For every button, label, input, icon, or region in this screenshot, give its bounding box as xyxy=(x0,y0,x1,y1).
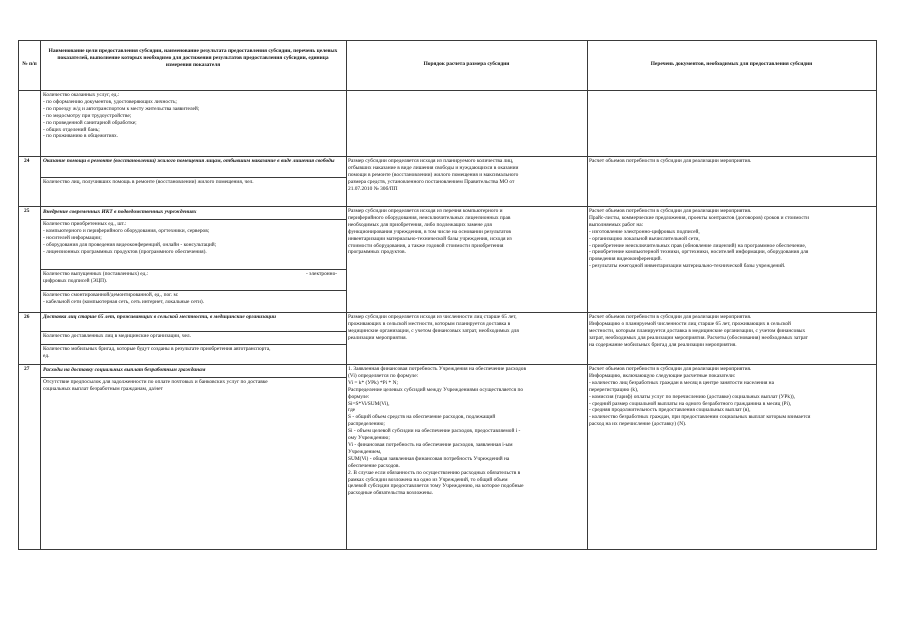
row-indicator-25b: Количество выпущенных (поставленных) ед.: xyxy=(43,271,149,277)
table-border-bottom xyxy=(18,549,877,550)
docs-line: - организацию локальной вычислительной сети, xyxy=(589,235,700,242)
indicator-line: Отсутствие предпосылок для задолженности по оплате почтовых и банковских услуг по доставке xyxy=(43,379,268,385)
calc-line: Распределение целевых субсидий между Учреждениями осуществляется по xyxy=(348,386,524,393)
row-number-26: 26 xyxy=(24,314,30,320)
calc-line: целевой субсидии предоставляется тому Учреждению, на которое подобные xyxy=(348,483,524,490)
table-border-right xyxy=(876,40,877,550)
table-border-top xyxy=(18,40,877,41)
row-docs-24 xyxy=(589,158,751,165)
docs-line: затрат, необходимых для реализации мероприятия. Расчеты (обоснования) необходимых затрат xyxy=(589,334,808,341)
indicator-line: социальных выплат безработным гражданам, да/нет xyxy=(43,385,163,392)
docs-line: - комиссия (тариф) оплаты услуг по перечислению (доставке) социальных выплат (УРk)), xyxy=(589,393,796,400)
indicator-line: - компьютерного и периферийного оборудования, оргтехники, серверов; xyxy=(43,227,210,234)
row-indicator-26b xyxy=(43,346,270,360)
row-docs-27 xyxy=(589,366,810,428)
header-goal: Наименование цели предоставления субсидии, наименование результата предоставления субсидии, перечень целевых показателей, выполнение которых необходимо для достижения результатов предоставления субсидии, единица измерения показателя xyxy=(48,48,338,68)
indicator-line: ед. xyxy=(43,352,50,359)
table-border-left xyxy=(18,40,19,550)
continuation-line: - по проживанию в общежитиях. xyxy=(43,133,119,140)
calc-line: расходные обязательства возложены. xyxy=(348,490,433,497)
calc-line: Si=S*Vi/SUM(Vi), xyxy=(348,400,390,407)
subrow-line-25c xyxy=(40,290,346,291)
row-title-26: Доставка лиц старше 65 лет, проживающих в сельской местности, в медицинские организации xyxy=(43,314,276,320)
docs-line: Расчет объемов потребности в субсидии для реализации мероприятия. xyxy=(589,366,752,372)
calc-line: отбывших наказание в виде лишения свободы и нуждающихся в оказании xyxy=(348,164,519,171)
indicator-line: Количество мобильных бригад, которые будут созданы в результате приобретения автотранспорта, xyxy=(43,346,271,352)
docs-line: - приобретение компьютерной техники, оргтехники, носителей информации, оборудования для xyxy=(589,249,809,256)
docs-line: Информацию о планируемой численности лиц старше 65 лет, проживающих в сельской xyxy=(589,320,791,327)
calc-line: SUM(Vi) - общая заявленная финансовая потребность Учреждений на xyxy=(348,455,510,462)
calc-line: инвентаризации материально-технической базы учреждения, исходя из xyxy=(348,235,512,242)
docs-line: на содержание мобильных бригад для реализации мероприятия. xyxy=(589,341,737,348)
subrow-line-26b xyxy=(40,344,346,345)
docs-line: - приобретение неисключительных прав (обновление лицензий) на программное обеспечение, xyxy=(589,242,807,249)
calc-line: Размер субсидии определяется исходя из численности лиц старше 65 лет, xyxy=(348,314,517,320)
calc-line: необходимых для приобретения, либо подлежащих замене для xyxy=(348,221,492,228)
row-indicator-25a xyxy=(43,221,216,256)
calc-line: (Vi) определяется по формуле: xyxy=(348,372,419,379)
row-indicator-25c xyxy=(43,292,204,306)
continuation-line: Количество оказанных услуг, ед.: xyxy=(43,92,120,98)
calc-line: проживающих в сельской местности, которым планируется доставка в xyxy=(348,320,511,327)
calc-line: где xyxy=(348,407,356,414)
header-divider xyxy=(18,90,877,91)
calc-line: Si - объем целевой субсидии на обеспечение расходов, предоставляемой i - xyxy=(348,428,521,435)
calc-line: распределению; xyxy=(348,421,385,428)
indicator-line: - носителей информации; xyxy=(43,234,102,241)
indicator-line: - кабельной сети (компьютерная сеть, сеть интернет, локальные сети). xyxy=(43,298,205,305)
docs-line: Расчет объемов потребности в субсидии для реализации мероприятия. xyxy=(589,208,752,214)
calc-line: медицинские организации, с учетом финансовых затрат, необходимых для xyxy=(348,327,519,334)
row-docs-26 xyxy=(589,314,808,349)
indicator-line: - оборудования для проведения видеоконференций, онлайн - консультаций; xyxy=(43,241,217,248)
docs-line: местности, которым планируется доставка в медицинские организации, с учетом финансовых xyxy=(589,327,806,334)
docs-line: - количество лиц безработных граждан в месяц в центре занятости населения на xyxy=(589,379,774,386)
calc-line: 21.07.2010 № 30б/ПП xyxy=(348,185,398,192)
row-number-24: 24 xyxy=(24,158,30,164)
indicator-line: Количество приобретенных ед., шт.: xyxy=(43,221,127,227)
docs-line: - изготовление электронно-цифровых подписей, xyxy=(589,228,700,235)
row-indicator-25b-tail: - электронно- xyxy=(306,271,338,277)
document-table xyxy=(18,40,877,550)
row-indicator-27 xyxy=(43,379,268,393)
subrow-line-25b xyxy=(40,269,346,270)
row-docs-25 xyxy=(589,208,809,270)
row-calc-24 xyxy=(348,158,518,193)
docs-line: - количество безработных граждан, при предоставлении социальных выплат которым взимается xyxy=(589,414,811,421)
calc-line: Учреждением, xyxy=(348,448,382,455)
header-number: № п/п xyxy=(22,61,37,67)
calc-line: Vi - финансовая потребность на обеспечение расходов, заявленная i-ым xyxy=(348,441,513,448)
calc-line: функционирования учреждения, в том числе на основании результатов xyxy=(348,228,511,235)
calc-line: программных продуктов. xyxy=(348,249,406,256)
calc-line: периферийного оборудования, неисключительных лицензионных прав xyxy=(348,214,511,221)
docs-line: проведения видеоконференций. xyxy=(589,256,662,263)
docs-line: Расчет объемов потребности в субсидии для реализации мероприятия. xyxy=(589,314,752,320)
calc-line: стоимости оборудования, а также годовой стоимости приобретения xyxy=(348,242,504,249)
calc-line: 2. В случае если обязанность по осуществлению расходных обязательств в xyxy=(348,469,521,476)
row-divider-25 xyxy=(18,206,877,207)
calc-line: размера средств, установленного постановлением Правительства МО от xyxy=(348,178,515,185)
docs-line: Прайс-листы, коммерческие предложения, проекты контрактов (договоров) сроков и стоимости xyxy=(589,214,809,221)
subrow-line-24 xyxy=(40,177,346,178)
continuation-line: - по проведенной санитарной обработке; xyxy=(43,119,137,126)
docs-line: перерегистрацию (k), xyxy=(589,386,639,393)
row-indicator-26a: Количество доставленных лиц в медицинские организации, чел. xyxy=(43,333,191,339)
column-divider-1 xyxy=(40,40,41,550)
subrow-line-26a xyxy=(40,331,346,332)
subrow-line-25a xyxy=(40,219,346,220)
row-title-24: Оказание помощи в ремонте (восстановлении) жилого помещения лицам, отбывшим наказание в виде лишения свободы xyxy=(43,158,335,164)
row-calc-26 xyxy=(348,314,519,342)
row-title-25: Внедрение современных ИКТ в подведомственных учреждениях xyxy=(43,209,197,215)
continuation-line: - по проезду ж/д и автотранспортом к месту жительства заявителей; xyxy=(43,105,200,112)
column-divider-2 xyxy=(346,40,347,550)
header-calc: Порядок расчета размера субсидии xyxy=(423,61,510,67)
calc-line: рамках субсидии возложена на одно из Учреждений, то общий объем xyxy=(348,476,508,483)
indicator-line: Количество смонтированной/демонтированной, ед., пог. м: xyxy=(43,292,179,298)
calc-line: обеспечение расходов. xyxy=(348,462,400,469)
row-calc-27 xyxy=(348,366,526,497)
row-divider-24 xyxy=(18,156,877,157)
continuation-line: - по оформлению документов, удостоверяющих личность; xyxy=(43,98,177,105)
header-docs: Перечень документов, необходимых для предоставления субсидии xyxy=(650,61,813,67)
docs-line: - средний размер социальной выплаты на одного безработного гражданина в месяц (Pi), xyxy=(589,400,792,407)
docs-line: выполняемых работ на: xyxy=(589,221,644,228)
row-title-27: Расходы на доставку социальных выплат безработным гражданам xyxy=(43,367,206,373)
calc-line: S - общий объем средств на обеспечение расходов, подлежащий xyxy=(348,414,496,421)
docs-line: Расчет объемов потребности в субсидии для реализации мероприятия. xyxy=(589,158,752,164)
column-divider-3 xyxy=(587,40,588,550)
row-calc-25 xyxy=(348,208,512,256)
row-indicator-24: Количество лиц, получивших помощь в ремонте (восстановлении) жилого помещения, чел. xyxy=(43,179,254,185)
indicator-line: - лицензионных программных продуктов (программного обеспечения). xyxy=(43,248,207,255)
continuation-line: - по медосмотру при трудоустройстве; xyxy=(43,112,132,119)
docs-line: - средняя продолжительность предоставления социальных выплат (в), xyxy=(589,407,751,414)
row-indicator-25b-cont: цифровых подписей (ЭЦП). xyxy=(43,278,108,284)
row-divider-27 xyxy=(18,364,877,365)
continuation-line: - общих отделений бань; xyxy=(43,126,100,133)
continuation-indicators xyxy=(43,92,199,140)
subrow-line-27 xyxy=(40,377,346,378)
calc-line: Vi = k* (УРk) *Pi * N; xyxy=(348,379,398,386)
calc-line: реализации мероприятия. xyxy=(348,334,407,341)
docs-line: расход на их перечисление (доставку) (N). xyxy=(589,421,687,428)
row-divider-26 xyxy=(18,312,877,313)
calc-line: Размер субсидии определяется исходя из планируемого количества лиц, xyxy=(348,158,514,164)
docs-line: Информацию, включающую следующие расчетные показатели: xyxy=(589,372,736,379)
calc-line: Размер субсидии определяется исходя из перечня компьютерного и xyxy=(348,208,503,214)
calc-line: помощи в ремонте (восстановлении) жилого помещения и максимального xyxy=(348,171,519,178)
row-number-27: 27 xyxy=(24,366,30,372)
docs-line: - результаты ежегодной инвентаризации материально-технической базы учреждений. xyxy=(589,263,786,270)
calc-line: 1. Заявленная финансовая потребность Учреждения на обеспечение расходов xyxy=(348,366,527,372)
row-number-25: 25 xyxy=(24,208,30,214)
calc-line: формуле: xyxy=(348,393,370,400)
calc-line: ому Учреждению; xyxy=(348,435,390,442)
